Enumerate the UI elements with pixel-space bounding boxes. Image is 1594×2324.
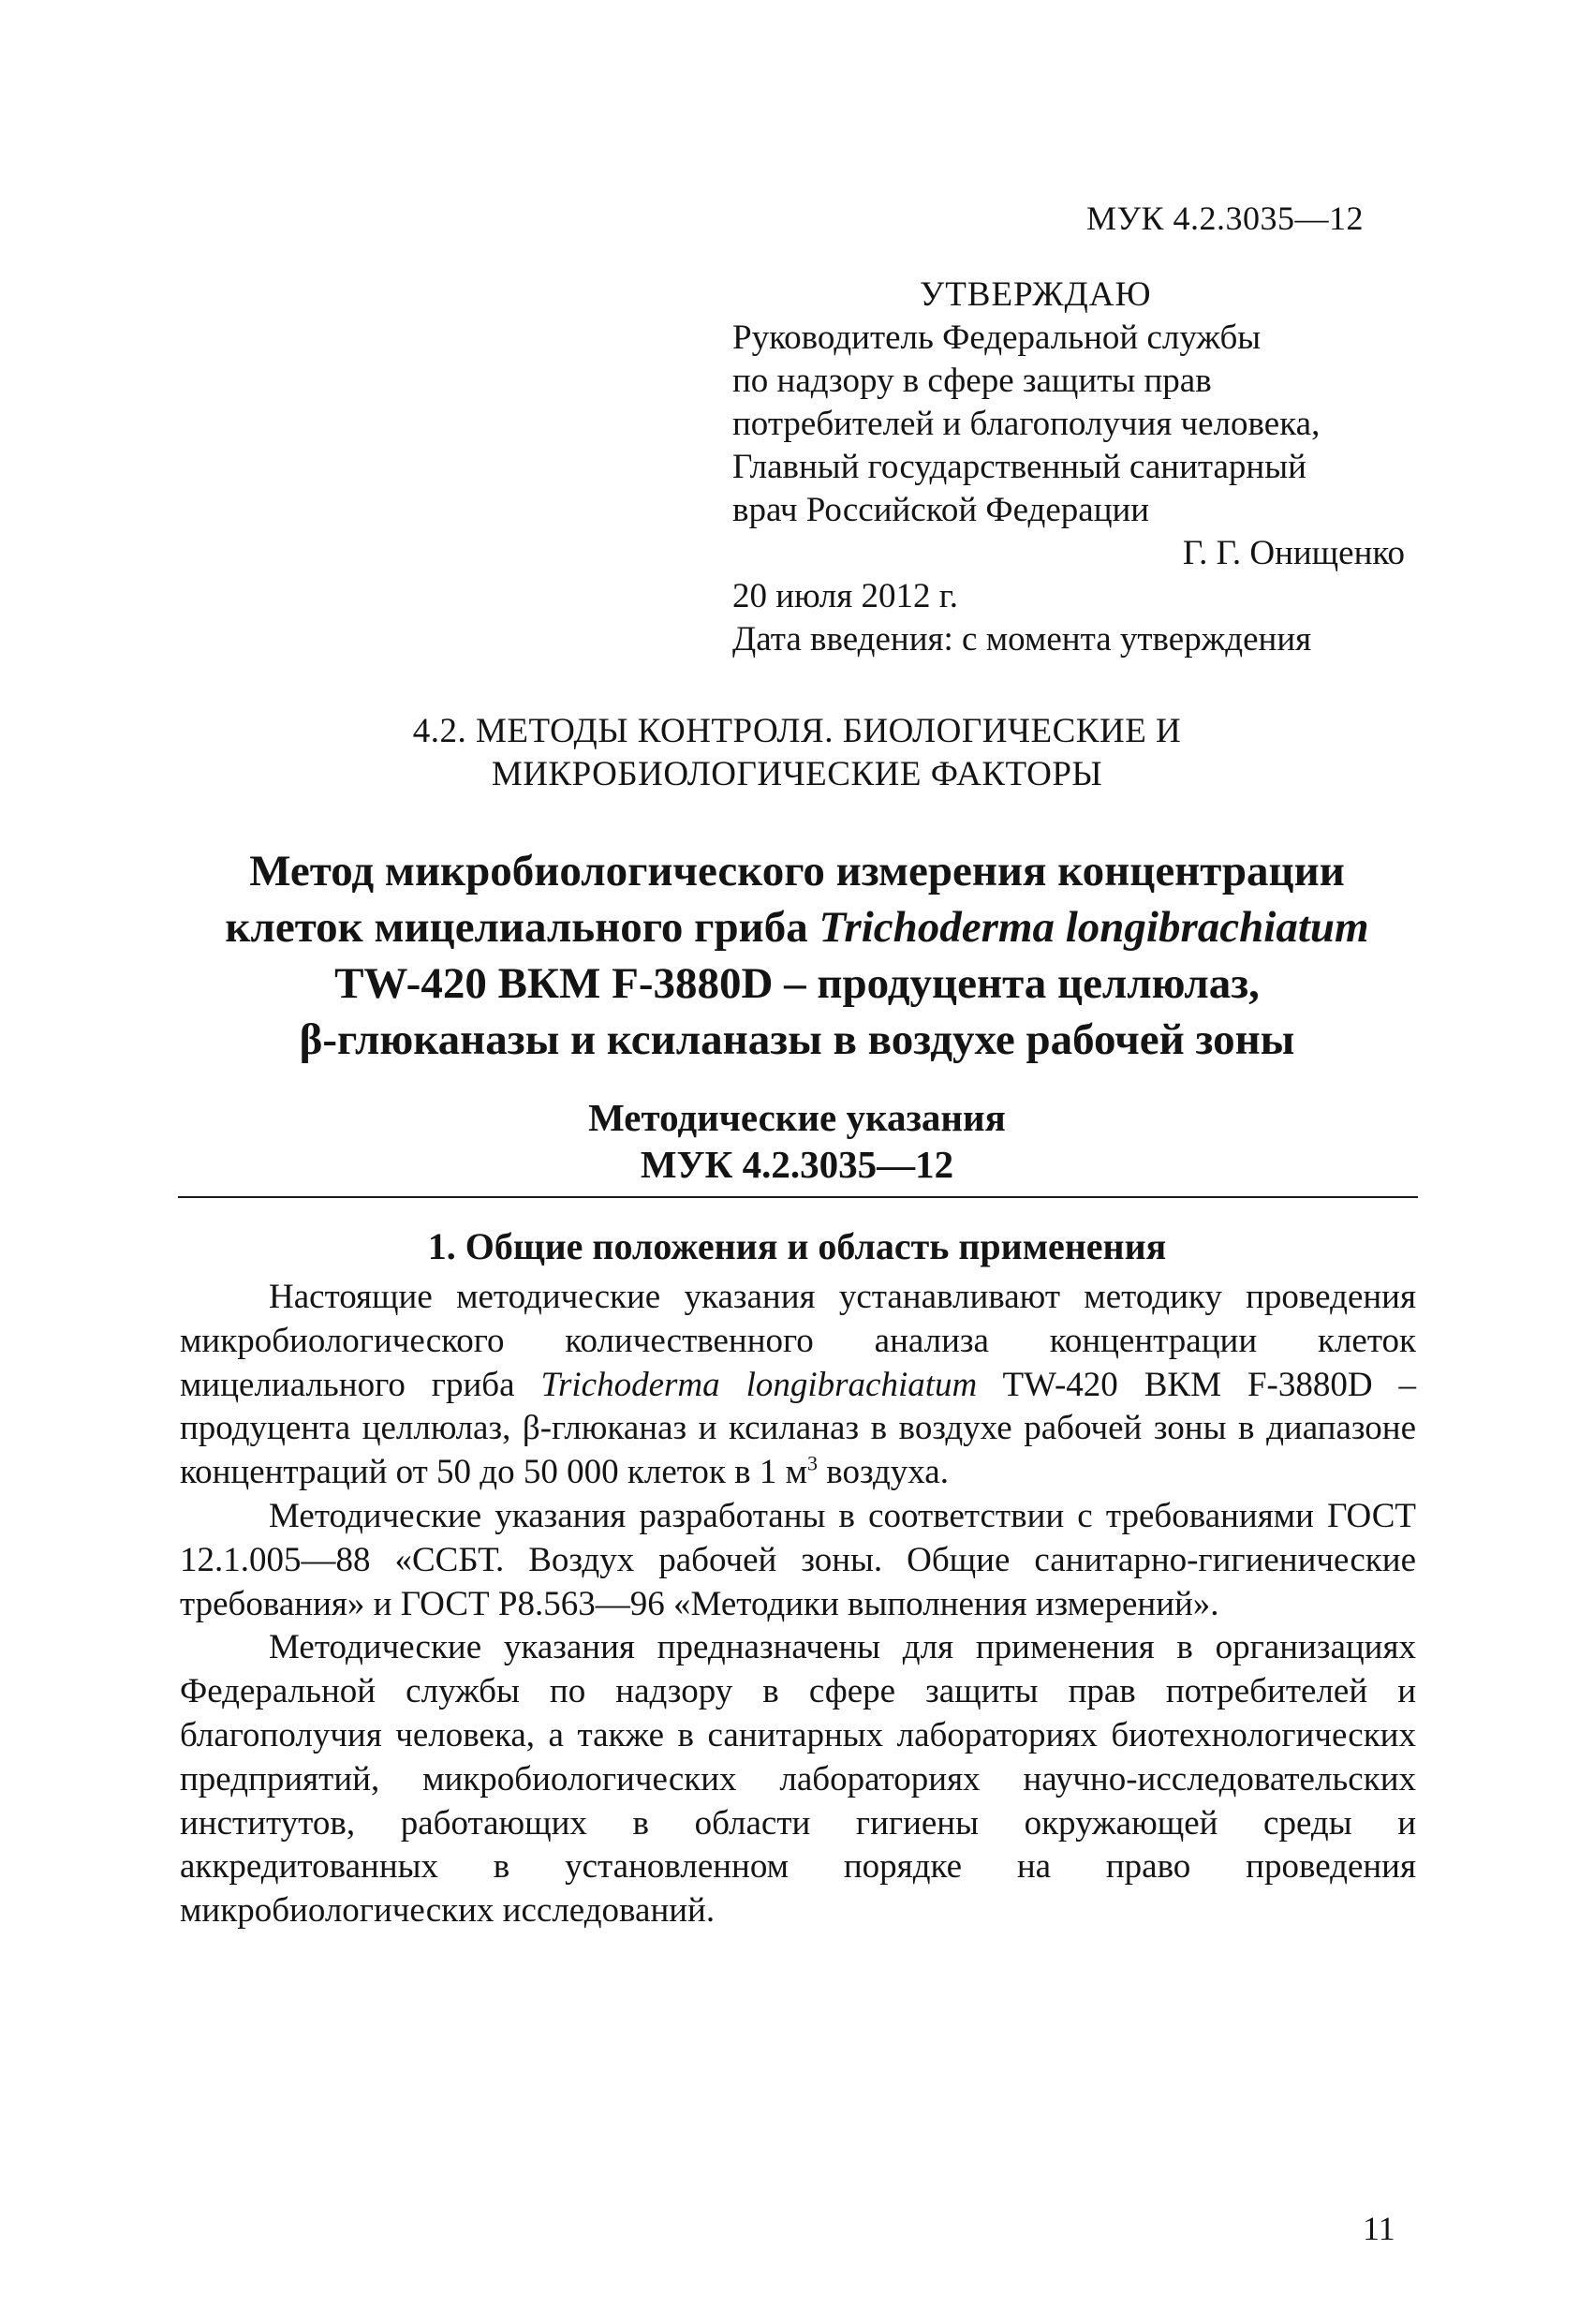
section-1-heading: 1. Общие положения и область применения bbox=[427, 1225, 1167, 1267]
approval-line: потребителей и благополучия человека, bbox=[732, 405, 1321, 443]
title-line-text: клеток мицелиального гриба bbox=[225, 903, 819, 952]
approval-block bbox=[732, 274, 1407, 661]
title-line: β-глюканазы и ксиланазы в воздухе рабочей зоны bbox=[299, 1015, 1295, 1064]
paragraph: Методические указания предназначены для применения в организациях Федеральной службы по надзору в сфере защиты прав потребителей и благополучия человека, а также в санитарных лабораториях биотехнологических предприятий, микробиологических лабораториях научно-исследовательских институтов, работающих в области гигиены окружающей среды и аккредитованных в установленном порядке на право проведения микробиологических исследований. bbox=[180, 1628, 1416, 1931]
approval-date: 20 июля 2012 г. bbox=[732, 577, 959, 615]
horizontal-divider bbox=[178, 1196, 1418, 1198]
paragraph-text: Настоящие методические указания устанавливают методику проведения микробиологического количественного анализа концентрации клеток мицелиального гриба bbox=[180, 1278, 1416, 1404]
approval-line: Руководитель Федеральной службы bbox=[732, 318, 1262, 357]
guideline-code: МУК 4.2.3035—12 bbox=[640, 1143, 954, 1186]
approval-line: врач Российской Федерации bbox=[732, 491, 1150, 529]
section-heading-line: 4.2. МЕТОДЫ КОНТРОЛЯ. БИОЛОГИЧЕСКИЕ И bbox=[412, 712, 1182, 750]
document-code: МУК 4.2.3035—12 bbox=[1086, 200, 1365, 237]
section-1-body bbox=[180, 1276, 1416, 1933]
approval-line: по надзору в сфере защиты прав bbox=[732, 362, 1212, 400]
paragraph-text: воздуха. bbox=[818, 1453, 949, 1492]
section-heading-line: МИКРОБИОЛОГИЧЕСКИЕ ФАКТОРЫ bbox=[491, 755, 1103, 793]
species-name: Trichoderma longibrachiatum bbox=[819, 903, 1369, 952]
paragraph: Методические указания разработаны в соответствии с требованиями ГОСТ 12.1.005—88 «ССБТ. Воздух рабочей зоны. Общие санитарно-гигиенические требования» и ГОСТ Р8.563—96 «Методики выполнения измерений». bbox=[180, 1496, 1416, 1623]
document-title bbox=[0, 843, 1594, 1068]
page-number: 11 bbox=[1363, 2210, 1395, 2247]
title-line bbox=[0, 899, 1594, 955]
approval-heading: УТВЕРЖДАЮ bbox=[920, 275, 1152, 314]
approval-signer: Г. Г. Онищенко bbox=[1182, 534, 1405, 572]
paragraph bbox=[180, 1276, 1416, 1495]
paragraph-text: TW-420 ВКМ F-3880D – продуцента целлюлаз, β-глюканаз и ксиланаз в воздухе рабочей зоны в диапазоне концентраций от 50 до 50 000 клеток в 1 м bbox=[180, 1365, 1416, 1492]
introduction-date: Дата введения: с момента утверждения bbox=[732, 620, 1312, 659]
guideline-title bbox=[0, 1094, 1594, 1188]
title-line: Метод микробиологического измерения концентрации bbox=[249, 847, 1345, 896]
approval-line: Главный государственный санитарный bbox=[732, 448, 1306, 486]
guideline-label: Методические указания bbox=[588, 1096, 1006, 1139]
species-name: Trichoderma longibrachiatum bbox=[540, 1365, 978, 1404]
superscript: 3 bbox=[807, 1451, 819, 1475]
section-heading bbox=[0, 710, 1594, 796]
title-line: TW-420 ВКМ F-3880D – продуцента целлюлаз, bbox=[334, 959, 1260, 1008]
